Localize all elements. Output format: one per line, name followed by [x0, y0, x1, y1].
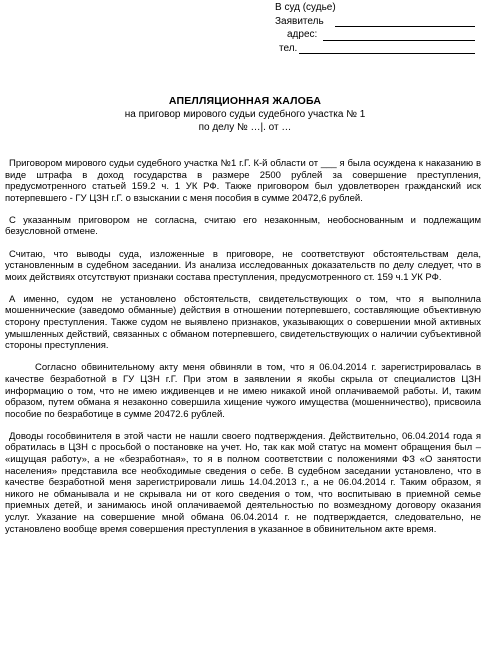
court-line [275, 1, 485, 15]
paragraph-disagreement: С указанным приговором не согласна, считаю его незаконным, необоснованным и подлежащим безусловной отмене. [5, 214, 481, 238]
applicant-line [275, 15, 485, 29]
addressee-block [275, 1, 485, 55]
address-underline [323, 40, 475, 41]
phone-line [275, 42, 485, 56]
applicant-underline [335, 26, 475, 27]
address-label: адрес: [287, 29, 318, 40]
paragraph-verdict: Приговором мирового судьи судебного участка №1 г.Г. К-й области от ___ я была осуждена к наказанию в виде штрафа в доход государства в размере 2500 рублей за совершение преступления, предусмотренного статьей 159.2 ч. 1 УК РФ. Также приговором был удовлетворен гражданский иск потерпевшего - ГУ ЦЗН г.Г. о взыскании с меня пособия в сумме 20472,6 рублей. [5, 158, 481, 204]
court-label: В суд (судье) [275, 2, 336, 13]
document-subtitle: на приговор мирового судьи судебного участка № 1 [124, 109, 366, 120]
paragraph-prosecution-arguments: Доводы гособвинителя в этой части не нашли своего подтверждения. Действительно, 06.04.2014 года я обратилась в ЦЗН с просьбой о постановке на учет. Но, так как мой статус на момент обращения был – «ищущая работу», а не «безработная», то я в полном соответствии с положениями ФЗ «О занятости населения» представила все необходимые сведения о себе. В судебном заседании установлено, что в качестве безработной меня зарегистрировали лишь 14.04.2013 г., а не 06.04.2014 г. Таким образом, я никого не обманывала и не скрывала ни от кого сведения о том, что воспитываю в приемной семье приемных детей, и занимаюсь иной оплачиваемой деятельностью по возмездному договору оказания услуг. Указание на совершение мной обмана 06.04.2014 г. не подтверждается, следовательно, не установлено вообще время совершения преступления в указанное в обвинительном акте время. [5, 430, 481, 535]
paragraph-no-fraud: А именно, судом не установлено обстоятельств, свидетельствующих о том, что я выполнила мошеннические (заведомо обманные) действия в отношении потерпевшего, составляющие объективную сторону преступления. Также судом не выявлено признаков, указывающих о совершении мной активных умышленных действий, связанных с обманом потерпевшего, свидетельствующих о наличии субъективной стороны преступления. [5, 293, 481, 352]
paragraph-indictment: Согласно обвинительному акту меня обвиняли в том, что я 06.04.2014 г. зарегистрировалась в качестве безработной в ГУ ЦЗН г.Г. При этом в заявлении я якобы скрыла от специалистов ЦЗН информацию о том, что не имею иждивенцев и не имею никакой иной оплачиваемой работы. И, таким образом, путем обмана я незаконно совершила хищение чужого имущества (мошенничество), присвоила пособие по безработице в сумме 20472.6 рублей. [5, 362, 481, 420]
complaint-body [5, 158, 481, 546]
applicant-label: Заявитель [275, 15, 324, 27]
document-title: АПЕЛЛЯЦИОННАЯ ЖАЛОБА [168, 95, 322, 107]
phone-label: тел. [279, 42, 298, 54]
paragraph-court-findings: Считаю, что выводы суда, изложенные в приговоре, не соответствуют обстоятельствам дела, установленным в судебном заседании. Из анализа исследованных доказательств по делу следует, что в моих действиях отсутствуют признаки состава преступления, предусмотренного ст. 159 ч.1 УК РФ. [5, 248, 481, 283]
address-line [275, 28, 485, 42]
case-number-line: по делу № …|. от … [198, 122, 292, 133]
phone-underline [299, 53, 475, 54]
